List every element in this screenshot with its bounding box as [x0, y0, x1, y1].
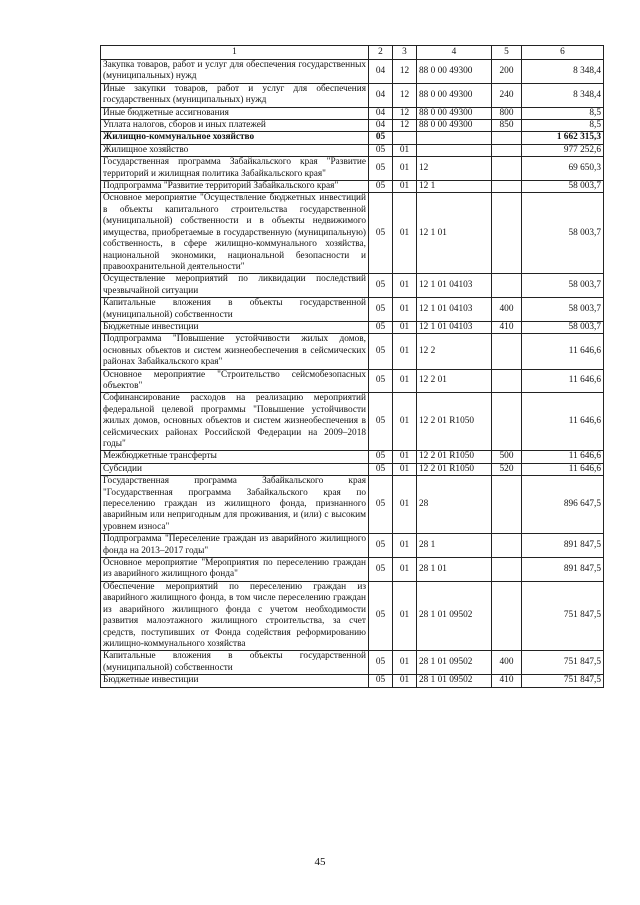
- row-name-cell: Капитальные вложения в объекты государственной (муниципальной) собственности: [101, 651, 369, 675]
- row-section-cell: 05: [369, 476, 393, 534]
- row-subsection-cell: 01: [393, 334, 417, 369]
- row-target-code-cell: [417, 132, 492, 144]
- row-amount-cell: 58 003,7: [522, 274, 604, 298]
- table-row: [101, 107, 604, 119]
- header-cell-5: 5: [492, 46, 522, 60]
- row-amount-cell: 58 003,7: [522, 321, 604, 333]
- row-subsection-cell: 12: [393, 83, 417, 107]
- row-target-code-cell: 12 2 01 R1050: [417, 463, 492, 475]
- header-cell-1: 1: [101, 46, 369, 60]
- row-amount-cell: 891 847,5: [522, 534, 604, 558]
- row-amount-cell: 891 847,5: [522, 558, 604, 582]
- row-section-cell: 05: [369, 581, 393, 650]
- row-subsection-cell: 01: [393, 144, 417, 156]
- row-expense-type-cell: 520: [492, 463, 522, 475]
- row-name-cell: Основное мероприятие "Осуществление бюджетных инвестиций в объекты капитального строительства государственной (муниципальной) собственности и в объекты недвижимого имущества, приобретаемые в государственную (муниципальную) собственность, в сфере жилищно-коммунального хозяйства, национальной экономики, национальной безопасности и правоохранительной деятельности": [101, 193, 369, 274]
- row-subsection-cell: 01: [393, 451, 417, 463]
- row-expense-type-cell: 410: [492, 321, 522, 333]
- header-cell-2: 2: [369, 46, 393, 60]
- row-name-cell: Основное мероприятие "Мероприятия по переселению граждан из аварийного жилищного фонда": [101, 558, 369, 582]
- row-amount-cell: 8 348,4: [522, 60, 604, 84]
- row-section-cell: 05: [369, 558, 393, 582]
- row-section-cell: 05: [369, 144, 393, 156]
- row-target-code-cell: 12 1 01 04103: [417, 321, 492, 333]
- row-amount-cell: 1 662 315,3: [522, 132, 604, 144]
- row-subsection-cell: 01: [393, 675, 417, 687]
- row-section-cell: 05: [369, 298, 393, 322]
- row-name-cell: Субсидии: [101, 463, 369, 475]
- table-row: [101, 181, 604, 193]
- row-section-cell: 05: [369, 369, 393, 393]
- row-name-cell: Иные бюджетные ассигнования: [101, 107, 369, 119]
- table-row: [101, 651, 604, 675]
- table-row: [101, 334, 604, 369]
- row-amount-cell: 11 646,6: [522, 463, 604, 475]
- row-subsection-cell: 12: [393, 107, 417, 119]
- table-row: [101, 451, 604, 463]
- row-subsection-cell: 01: [393, 274, 417, 298]
- table-row: [101, 193, 604, 274]
- table-header-row: [101, 46, 604, 60]
- row-subsection-cell: 12: [393, 60, 417, 84]
- row-subsection-cell: 01: [393, 476, 417, 534]
- row-target-code-cell: 12: [417, 157, 492, 181]
- row-expense-type-cell: [492, 132, 522, 144]
- row-name-cell: Закупка товаров, работ и услуг для обеспечения государственных (муниципальных) нужд: [101, 60, 369, 84]
- table-row: [101, 675, 604, 687]
- row-section-cell: 05: [369, 157, 393, 181]
- row-amount-cell: 977 252,6: [522, 144, 604, 156]
- row-target-code-cell: 12 1 01 04103: [417, 274, 492, 298]
- row-amount-cell: 11 646,6: [522, 369, 604, 393]
- table-row: [101, 534, 604, 558]
- header-cell-6: 6: [522, 46, 604, 60]
- row-amount-cell: 11 646,6: [522, 451, 604, 463]
- row-amount-cell: 8 348,4: [522, 83, 604, 107]
- row-name-cell: Межбюджетные трансферты: [101, 451, 369, 463]
- row-target-code-cell: 28: [417, 476, 492, 534]
- row-target-code-cell: 88 0 00 49300: [417, 120, 492, 132]
- budget-table: [100, 45, 604, 688]
- row-subsection-cell: 01: [393, 298, 417, 322]
- row-target-code-cell: 88 0 00 49300: [417, 83, 492, 107]
- table-row: [101, 463, 604, 475]
- row-amount-cell: 751 847,5: [522, 581, 604, 650]
- row-section-cell: 05: [369, 132, 393, 144]
- row-expense-type-cell: 800: [492, 107, 522, 119]
- row-expense-type-cell: 200: [492, 60, 522, 84]
- row-target-code-cell: 88 0 00 49300: [417, 60, 492, 84]
- row-target-code-cell: 28 1 01 09502: [417, 675, 492, 687]
- row-target-code-cell: 12 1 01: [417, 193, 492, 274]
- row-subsection-cell: 01: [393, 534, 417, 558]
- row-target-code-cell: 28 1: [417, 534, 492, 558]
- row-name-cell: Подпрограмма "Повышение устойчивости жилых домов, основных объектов и систем жизнеобеспечения в сейсмических районах Забайкальского края": [101, 334, 369, 369]
- table-row: [101, 144, 604, 156]
- row-target-code-cell: 12 2 01 R1050: [417, 393, 492, 451]
- row-name-cell: Капитальные вложения в объекты государственной (муниципальной) собственности: [101, 298, 369, 322]
- row-target-code-cell: 12 1: [417, 181, 492, 193]
- row-subsection-cell: 01: [393, 393, 417, 451]
- row-name-cell: Основное мероприятие "Строительство сейсмобезопасных объектов": [101, 369, 369, 393]
- row-amount-cell: 751 847,5: [522, 651, 604, 675]
- row-section-cell: 05: [369, 393, 393, 451]
- row-target-code-cell: 28 1 01: [417, 558, 492, 582]
- row-section-cell: 04: [369, 83, 393, 107]
- row-target-code-cell: 12 2: [417, 334, 492, 369]
- row-name-cell: Подпрограмма "Развитие территорий Забайкальского края": [101, 181, 369, 193]
- table-row: [101, 132, 604, 144]
- row-expense-type-cell: 240: [492, 83, 522, 107]
- row-section-cell: 04: [369, 60, 393, 84]
- table-row: [101, 274, 604, 298]
- row-amount-cell: 8,5: [522, 120, 604, 132]
- table-row: [101, 369, 604, 393]
- row-section-cell: 05: [369, 651, 393, 675]
- header-cell-3: 3: [393, 46, 417, 60]
- row-subsection-cell: 01: [393, 157, 417, 181]
- row-section-cell: 05: [369, 675, 393, 687]
- table-body: [101, 46, 604, 688]
- row-expense-type-cell: [492, 157, 522, 181]
- row-section-cell: 05: [369, 181, 393, 193]
- row-amount-cell: 58 003,7: [522, 193, 604, 274]
- table-row: [101, 120, 604, 132]
- row-expense-type-cell: [492, 274, 522, 298]
- table-row: [101, 581, 604, 650]
- row-amount-cell: 11 646,6: [522, 334, 604, 369]
- row-section-cell: 05: [369, 534, 393, 558]
- row-subsection-cell: 01: [393, 321, 417, 333]
- row-target-code-cell: 12 1 01 04103: [417, 298, 492, 322]
- row-name-cell: Подпрограмма "Переселение граждан из аварийного жилищного фонда на 2013–2017 годы": [101, 534, 369, 558]
- row-subsection-cell: 01: [393, 181, 417, 193]
- row-amount-cell: 751 847,5: [522, 675, 604, 687]
- row-name-cell: Иные закупки товаров, работ и услуг для обеспечения государственных (муниципальных) нужд: [101, 83, 369, 107]
- row-name-cell: Уплата налогов, сборов и иных платежей: [101, 120, 369, 132]
- row-expense-type-cell: [492, 558, 522, 582]
- header-cell-4: 4: [417, 46, 492, 60]
- row-expense-type-cell: [492, 334, 522, 369]
- row-target-code-cell: 28 1 01 09502: [417, 581, 492, 650]
- row-section-cell: 05: [369, 193, 393, 274]
- row-subsection-cell: 01: [393, 558, 417, 582]
- row-expense-type-cell: 410: [492, 675, 522, 687]
- row-name-cell: Бюджетные инвестиции: [101, 675, 369, 687]
- row-name-cell: Государственная программа Забайкальского края "Развитие территорий и жилищная политика Забайкальского края": [101, 157, 369, 181]
- row-section-cell: 04: [369, 120, 393, 132]
- row-subsection-cell: 01: [393, 369, 417, 393]
- row-section-cell: 05: [369, 463, 393, 475]
- page-number: 45: [314, 856, 326, 868]
- row-name-cell: Бюджетные инвестиции: [101, 321, 369, 333]
- row-expense-type-cell: 850: [492, 120, 522, 132]
- row-amount-cell: 58 003,7: [522, 298, 604, 322]
- row-subsection-cell: [393, 132, 417, 144]
- row-name-cell: Осуществление мероприятий по ликвидации последствий чрезвычайной ситуации: [101, 274, 369, 298]
- table-row: [101, 60, 604, 84]
- row-target-code-cell: 28 1 01 09502: [417, 651, 492, 675]
- row-expense-type-cell: [492, 144, 522, 156]
- row-amount-cell: 11 646,6: [522, 393, 604, 451]
- row-section-cell: 04: [369, 107, 393, 119]
- table-row: [101, 157, 604, 181]
- row-expense-type-cell: [492, 369, 522, 393]
- table-row: [101, 558, 604, 582]
- row-name-cell: Жилищно-коммунальное хозяйство: [101, 132, 369, 144]
- row-expense-type-cell: [492, 581, 522, 650]
- row-name-cell: Жилищное хозяйство: [101, 144, 369, 156]
- row-expense-type-cell: 500: [492, 451, 522, 463]
- table-row: [101, 298, 604, 322]
- row-subsection-cell: 01: [393, 193, 417, 274]
- row-amount-cell: 896 647,5: [522, 476, 604, 534]
- table-row: [101, 476, 604, 534]
- row-subsection-cell: 12: [393, 120, 417, 132]
- row-name-cell: Государственная программа Забайкальского края "Государственная программа Забайкальского края по переселению граждан из жилищного фонда, признанного аварийным или непригодным для проживания, и (или) с высоким уровнем износа": [101, 476, 369, 534]
- row-section-cell: 05: [369, 334, 393, 369]
- row-expense-type-cell: [492, 476, 522, 534]
- row-amount-cell: 58 003,7: [522, 181, 604, 193]
- row-expense-type-cell: 400: [492, 298, 522, 322]
- row-amount-cell: 69 650,3: [522, 157, 604, 181]
- row-amount-cell: 8,5: [522, 107, 604, 119]
- row-target-code-cell: [417, 144, 492, 156]
- row-name-cell: Обеспечение мероприятий по переселению граждан из аварийного жилищного фонда, в том числе переселению граждан из аварийного жилищного фонда с учетом необходимости развития малоэтажного жилищного строительства, за счет средств, поступивших от Фонда содействия реформированию жилищно-коммунального хозяйства: [101, 581, 369, 650]
- row-expense-type-cell: 400: [492, 651, 522, 675]
- row-name-cell: Софинансирование расходов на реализацию мероприятий федеральной целевой программы "Повышение устойчивости жилых домов, основных объектов и систем жизнеобеспечения в сейсмических районах Российской Федерации на 2009–2018 годы": [101, 393, 369, 451]
- row-target-code-cell: 12 2 01 R1050: [417, 451, 492, 463]
- row-section-cell: 05: [369, 274, 393, 298]
- table-row: [101, 321, 604, 333]
- row-expense-type-cell: [492, 181, 522, 193]
- row-expense-type-cell: [492, 393, 522, 451]
- row-subsection-cell: 01: [393, 651, 417, 675]
- row-expense-type-cell: [492, 534, 522, 558]
- table-row: [101, 83, 604, 107]
- table-row: [101, 393, 604, 451]
- row-target-code-cell: 12 2 01: [417, 369, 492, 393]
- row-target-code-cell: 88 0 00 49300: [417, 107, 492, 119]
- row-section-cell: 05: [369, 451, 393, 463]
- row-section-cell: 05: [369, 321, 393, 333]
- row-subsection-cell: 01: [393, 581, 417, 650]
- row-expense-type-cell: [492, 193, 522, 274]
- row-subsection-cell: 01: [393, 463, 417, 475]
